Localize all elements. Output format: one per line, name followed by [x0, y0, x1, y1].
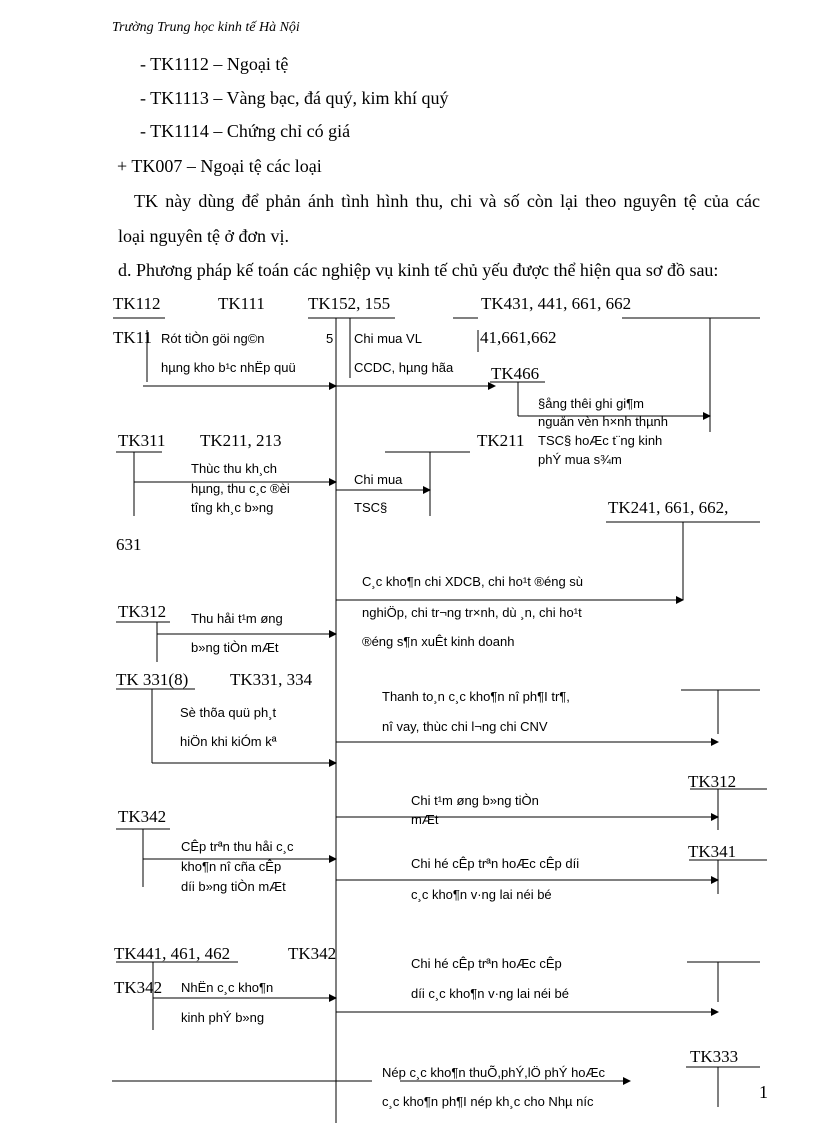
text-line-tk007: + TK007 – Ngoại tệ các loại — [117, 156, 322, 176]
account-tk11x: TK11 — [113, 328, 153, 347]
note-simultaneous-2: nguån vèn h×nh thµnh — [538, 414, 669, 429]
note-buy-asset-2: TSC§ — [354, 500, 388, 515]
paragraph-line-1: TK này dùng để phản ánh tình hình thu, chi và số còn lại theo nguyên tệ của các — [134, 191, 760, 211]
account-tk333: TK333 — [690, 1047, 739, 1066]
note-collection-3: tîng kh¸c b»ng — [191, 500, 274, 515]
note-simultaneous-4: phÝ mua s¾m — [538, 452, 622, 467]
account-tk342-c: TK342 — [114, 978, 163, 997]
account-tk112: TK112 — [113, 294, 161, 313]
note-expenses-1: C¸c kho¶n chi XDCB, chi ho¹t ®éng sù — [362, 574, 584, 589]
account-tk152: TK152, 155 — [308, 294, 391, 313]
account-tk312-b: TK312 — [688, 772, 737, 791]
account-tk342-b: TK342 — [288, 944, 337, 963]
account-tk441-461-462: TK441, 461, 462 — [114, 944, 231, 963]
note-internal-b-2: díi c¸c kho¶n v·ng lai néi bé — [411, 986, 570, 1001]
note-simultaneous-1: §ång thêi ghi gi¶m — [538, 396, 644, 411]
note-payments-1: Thanh to¸n c¸c kho¶n nî ph¶I tr¶, — [382, 689, 570, 704]
note-taxes-1: Nép c¸c kho¶n thuÕ,phÝ,lÖ phÝ hoÆc — [382, 1065, 606, 1080]
text-line-tk1112: - TK1112 – Ngoại tệ — [140, 54, 289, 74]
account-tk342-a: TK342 — [118, 807, 167, 826]
note-upper-recovery-2: kho¶n nî cña cÊp — [181, 859, 282, 874]
note-funding-2: kinh phÝ b»ng — [181, 1010, 265, 1025]
account-tk331-334: TK331, 334 — [230, 670, 313, 689]
account-tk211-213: TK211, 213 — [200, 431, 282, 450]
note-funding-1: NhËn c¸c kho¶n — [181, 980, 274, 995]
account-tk331-8: TK 331(8) — [116, 670, 189, 689]
note-taxes-2: c¸c kho¶n ph¶I nép kh¸c cho Nhµ níc — [382, 1094, 594, 1109]
paragraph-line-2: loại nguyên tệ ở đơn vị. — [118, 226, 290, 246]
note-internal-1: Chi hé cÊp trªn hoÆc cÊp díi — [411, 856, 580, 871]
note-surplus-1: Sè thõa quü ph¸t — [180, 705, 277, 720]
note-buy-materials-1: Chi mua VL — [354, 331, 422, 346]
note-collection-1: Thùc thu kh¸ch — [191, 461, 277, 476]
account-fragment-5: 5 — [326, 331, 334, 346]
page-number: 1 — [759, 1082, 768, 1102]
note-buy-materials-2: CCDC, hµng hãa — [354, 360, 454, 375]
account-tk341: TK341 — [688, 842, 737, 861]
note-expenses-3: ®éng s¶n xuÊt kinh doanh — [362, 634, 515, 649]
note-upper-recovery-3: díi b»ng tiÒn mÆt — [181, 879, 286, 894]
note-collection-2: hµng, thu c¸c ®èi — [191, 481, 290, 496]
note-upper-recovery-1: CÊp trªn thu håi c¸c — [181, 839, 294, 854]
account-tk111: TK111 — [218, 294, 265, 313]
account-631: 631 — [116, 535, 142, 554]
note-buy-asset-1: Chi mua — [354, 472, 403, 487]
note-payments-2: nî vay, thùc chi l¬ng chi CNV — [382, 719, 548, 734]
account-tk311: TK311 — [118, 431, 166, 450]
section-heading-d: d. Phương pháp kế toán các nghiệp vụ kinh tế chủ yếu được thể hiện qua sơ đồ sau: — [118, 260, 719, 280]
note-deposit-1: Rót tiÒn göi ng©n — [161, 331, 265, 346]
note-advance-recovery-2: b»ng tiÒn mÆt — [191, 640, 279, 655]
text-line-tk1113: - TK1113 – Vàng bạc, đá quý, kim khí quý — [140, 88, 449, 108]
account-tk312-a: TK312 — [118, 602, 167, 621]
account-tk431: TK431, 441, 661, 662 — [481, 294, 632, 313]
account-tk466: TK466 — [491, 364, 540, 383]
note-advance-recovery-1: Thu håi t¹m øng — [191, 611, 283, 626]
note-surplus-2: hiÖn khi kiÓm kª — [180, 734, 277, 749]
note-internal-2: c¸c kho¶n v·ng lai néi bé — [411, 887, 552, 902]
note-internal-b-1: Chi hé cÊp trªn hoÆc cÊp — [411, 956, 562, 971]
account-tk211: TK211 — [477, 431, 525, 450]
account-tk241: TK241, 661, 662, — [608, 498, 729, 517]
note-simultaneous-3: TSC§ hoÆc t¨ng kinh — [538, 433, 663, 448]
note-advance-2: mÆt — [411, 812, 439, 827]
note-deposit-2: hµng kho b¹c nhËp quü — [161, 360, 296, 375]
page-header: Trường Trung học kinh tế Hà Nội — [112, 20, 300, 35]
note-expenses-2: nghiÖp, chi tr¬ng tr×nh, dù ¸n, chi ho¹t — [362, 605, 582, 620]
text-line-tk1114: - TK1114 – Chứng chỉ có giá — [140, 121, 351, 141]
account-tk441-661-662: 41,661,662 — [480, 328, 557, 347]
note-advance-1: Chi t¹m øng b»ng tiÒn — [411, 793, 539, 808]
